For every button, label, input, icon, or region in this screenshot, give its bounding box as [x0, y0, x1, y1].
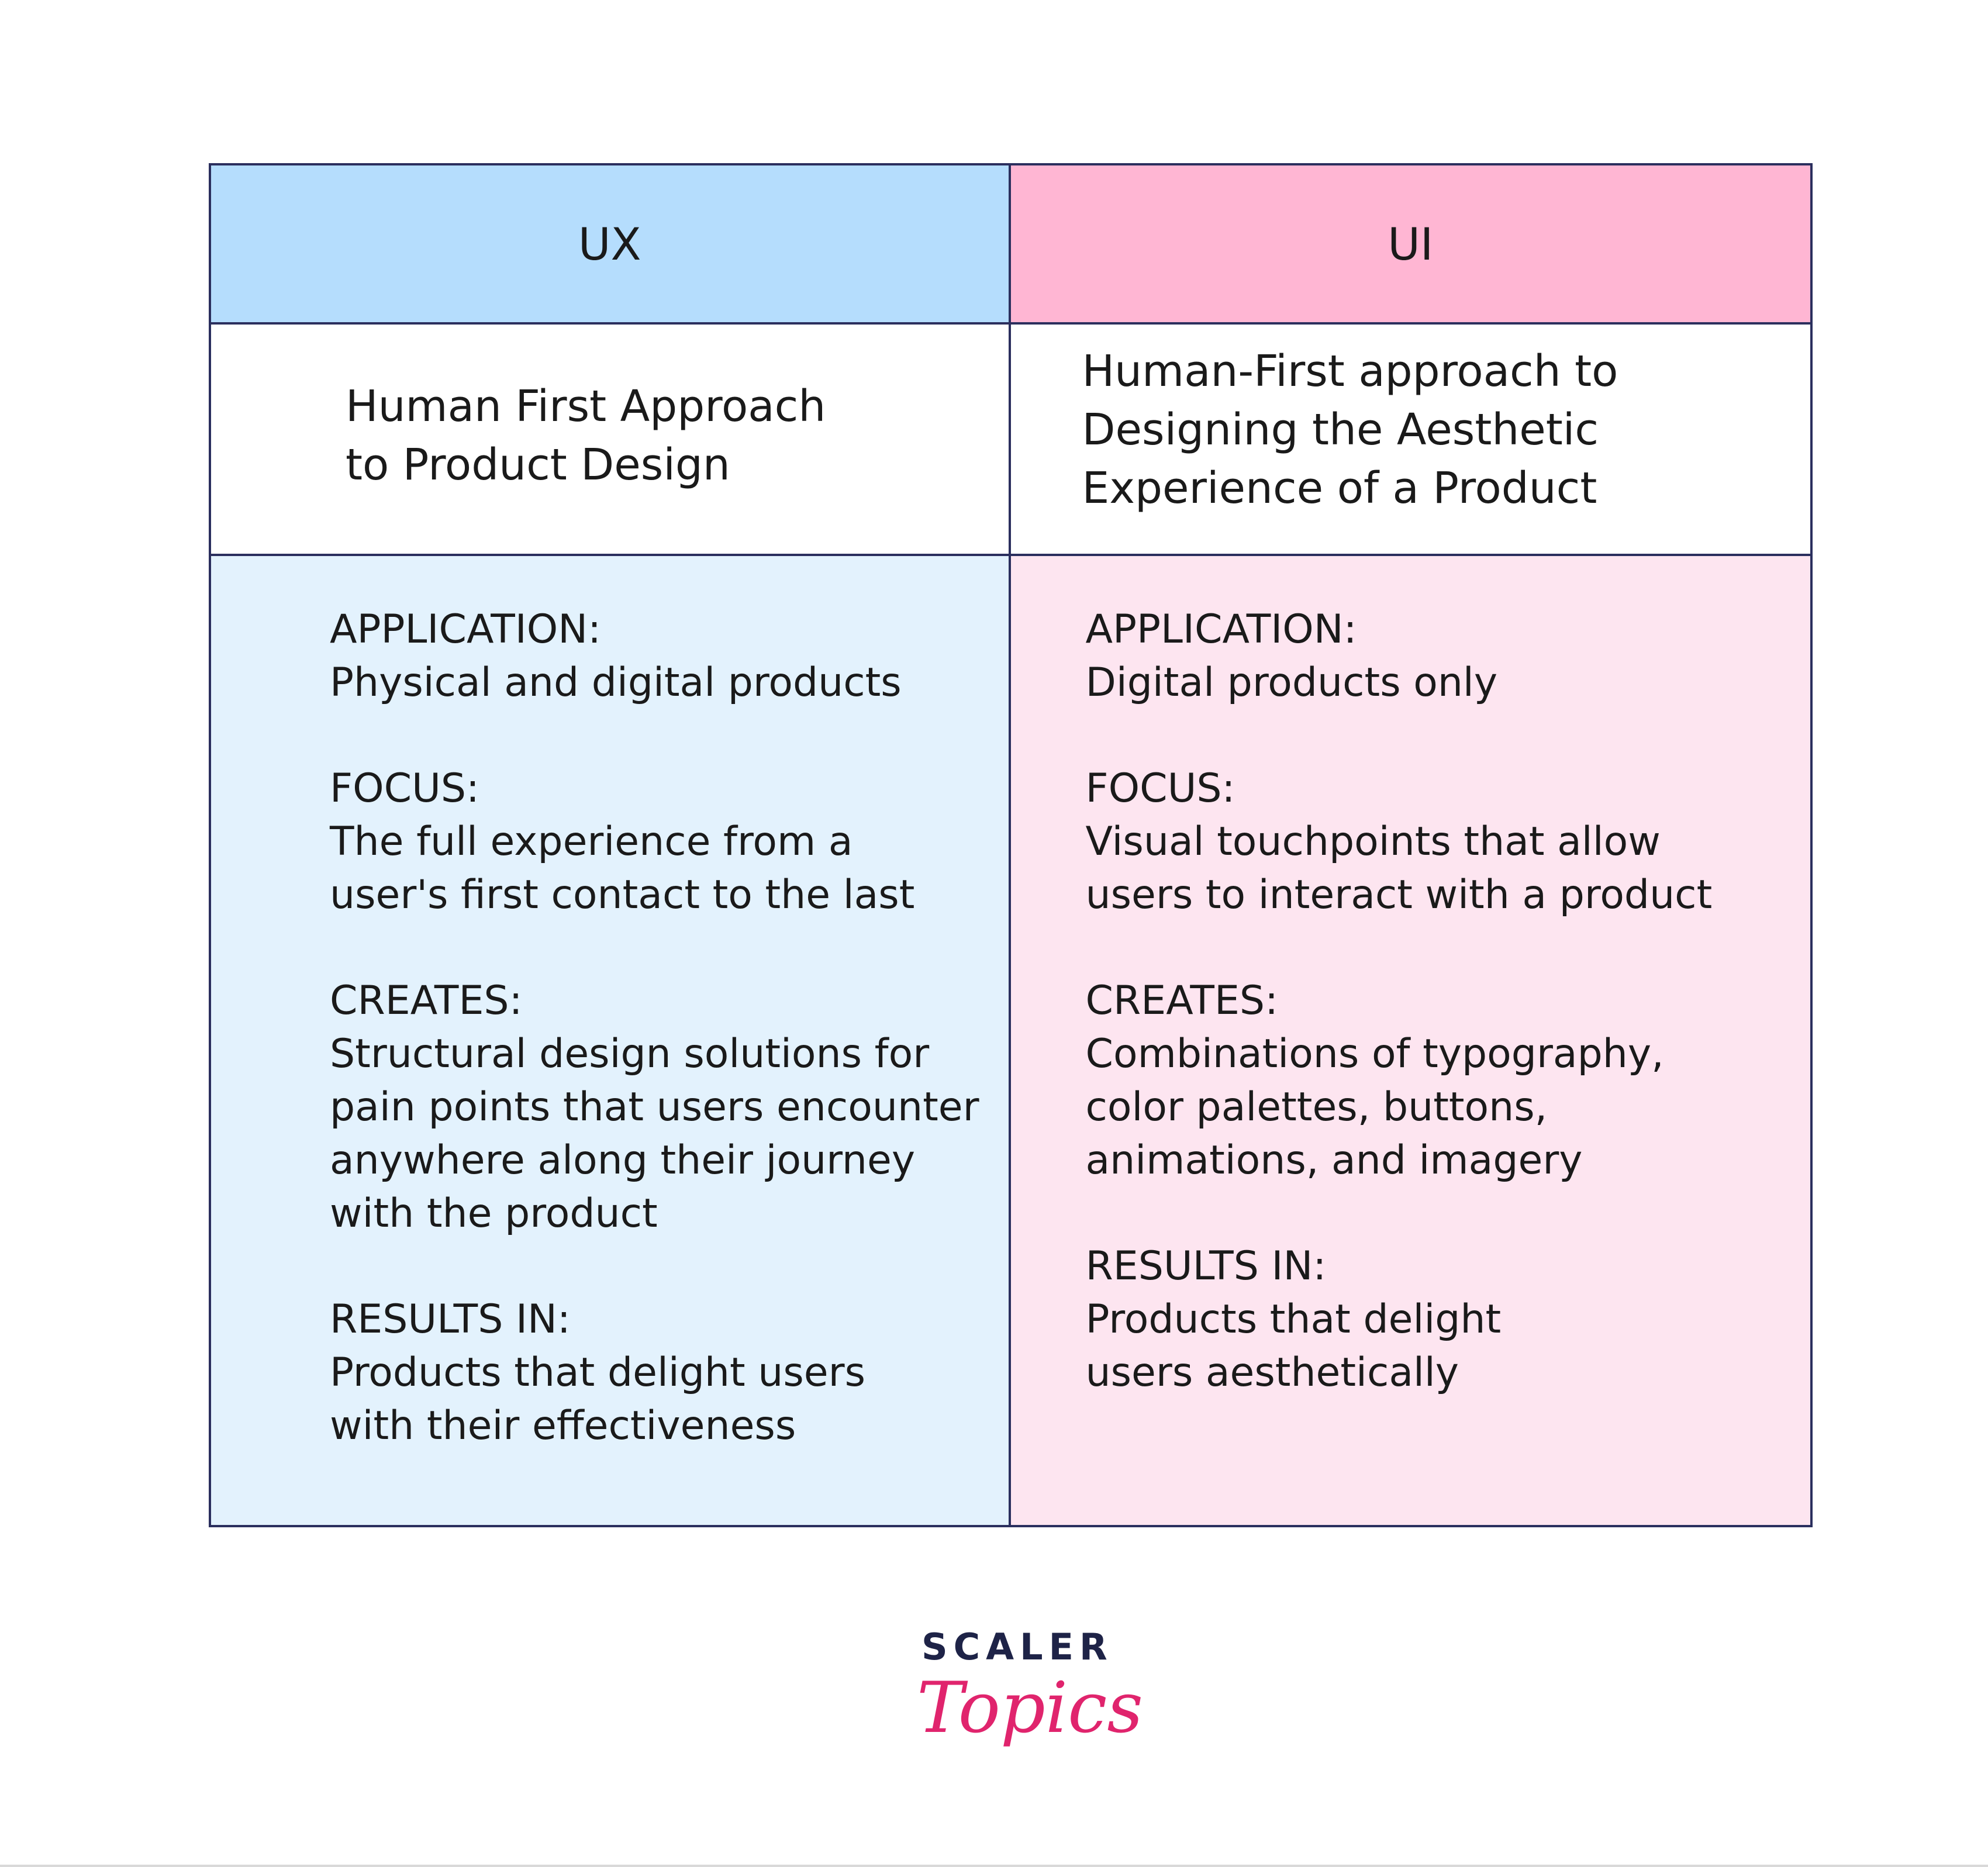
ux-definition-cell — [211, 325, 1011, 556]
ui-results-value: Products that delight users aesthetically — [1085, 1296, 1502, 1396]
ui-creates-label: CREATES: — [1085, 978, 1279, 1024]
ui-creates-value: Combinations of typography, color palettes, buttons, animations, and imagery — [1085, 1031, 1664, 1183]
ux-application-value: Physical and digital products — [330, 660, 902, 706]
ux-ui-comparison-table — [209, 163, 1813, 1527]
svg-text:Topics: Topics — [917, 1668, 1143, 1749]
ui-header-label: UI — [1388, 218, 1434, 270]
ux-definition: Human First Approach to Product Design — [346, 381, 826, 490]
ux-details-cell — [211, 556, 1011, 1525]
ux-details-list — [330, 603, 979, 1505]
ui-results-block — [1086, 1240, 1713, 1399]
ui-details-cell — [1011, 556, 1811, 1525]
ux-application-block — [330, 603, 979, 709]
bottom-divider — [0, 1865, 1988, 1867]
ux-focus-label: FOCUS: — [330, 765, 479, 812]
logo-scaler-text: SCALER — [921, 1626, 1113, 1668]
ux-creates-label: CREATES: — [330, 978, 523, 1024]
ux-creates-block — [330, 974, 979, 1240]
ux-results-label: RESULTS IN: — [330, 1296, 571, 1343]
ui-header-cell — [1011, 165, 1811, 325]
ux-header-label: UX — [578, 218, 641, 270]
ui-definition: Human-First approach to Designing the Aesthetic Experience of a Product — [1082, 346, 1618, 513]
ui-focus-block — [1086, 762, 1713, 922]
ui-application-label: APPLICATION: — [1085, 606, 1357, 653]
logo-topics-script — [912, 1668, 1143, 1773]
ui-definition-cell — [1011, 325, 1811, 556]
ux-creates-value: Structural design solutions for pain points that users encounter anywhere along their journey with the product — [330, 1031, 979, 1237]
ux-focus-value: The full experience from a user's first contact to the last — [330, 819, 915, 918]
ui-details-list — [1086, 603, 1713, 1452]
ux-header-cell — [211, 165, 1011, 325]
ui-application-block — [1086, 603, 1713, 709]
ux-results-value: Products that delight users with their effectiveness — [330, 1350, 866, 1449]
ui-focus-value: Visual touchpoints that allow users to interact with a product — [1085, 819, 1713, 918]
scaler-topics-logo — [877, 1626, 1143, 1778]
ui-focus-label: FOCUS: — [1085, 765, 1235, 812]
ui-application-value: Digital products only — [1085, 660, 1498, 706]
ui-results-label: RESULTS IN: — [1085, 1243, 1327, 1289]
ux-focus-block — [330, 762, 979, 922]
ui-creates-block — [1086, 974, 1713, 1187]
ux-application-label: APPLICATION: — [330, 606, 602, 653]
ux-results-block — [330, 1293, 979, 1452]
